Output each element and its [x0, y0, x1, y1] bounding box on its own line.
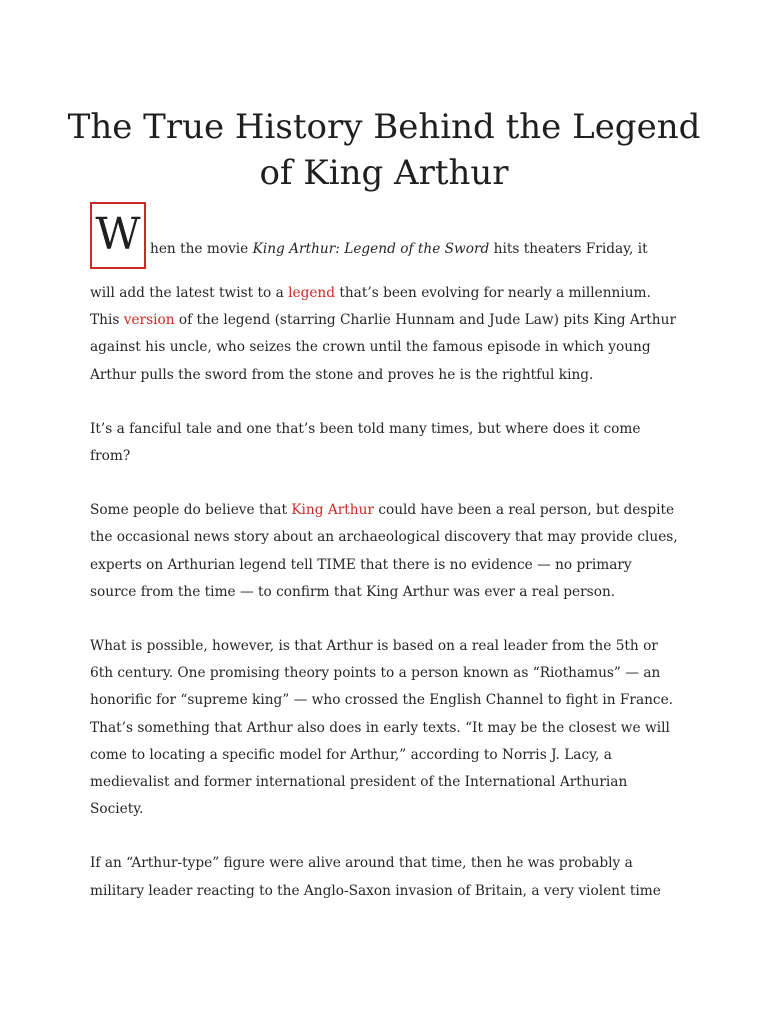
paragraph-3-lead: Some people do believe that [90, 502, 292, 519]
paragraph-1-lead: hen the movie [150, 241, 253, 257]
paragraph-1 [90, 280, 680, 389]
movie-title: King Arthur: Legend of the Sword [252, 241, 490, 257]
version-link[interactable]: version [123, 312, 175, 329]
paragraph-2: It’s a fanciful tale and one that’s been told many times, but where does it come from? [90, 420, 641, 465]
article-body [90, 200, 680, 932]
paragraph-1-first-line [150, 236, 648, 263]
paragraph-1-line2-start: will add the latest twist to a [90, 285, 289, 301]
paragraph-1-after-title: hits theaters Friday, it [489, 241, 648, 257]
legend-link[interactable]: legend [288, 285, 336, 301]
paragraph-1-rest: of the legend (starring Charlie Hunnam and Jude Law) pits King Arthur against his uncle, who seizes the crown until the famous episode in which young Arthur pulls the sword from the stone and proves he is the rightful king. [90, 312, 676, 383]
paragraph-3-rest: could have been a real person, but despite the occasional news story about an archaeological discovery that may provide clues, experts on Arthurian legend tell TIME that there is no evidence — no primary source from the time — to confirm that King Arthur was ever a real person. [90, 502, 678, 600]
king-arthur-link[interactable]: King Arthur [291, 502, 374, 519]
article-title: The True History Behind the Legend of King Arthur [67, 107, 701, 193]
paragraph-3 [90, 497, 680, 606]
drop-cap-line [90, 200, 680, 272]
paragraph-5: If an “Arthur-type” figure were alive around that time, then he was probably a military leader reacting to the Anglo-Saxon invasion of Britain, a very violent time [90, 855, 661, 899]
paragraph-4: What is possible, however, is that Arthur is based on a real leader from the 5th or 6th century. One promising theory points to a person known as “Riothamus” — an honorific for “supreme king” — who crossed the English Channel to fight in France. That’s something that Arthur also does in early texts. “It may be the closest we will come to locating a specific model for Arthur,” according to Norris J. Lacy, a medievalist and former international president of the International Arthurian Society. [90, 638, 674, 818]
paragraph-1-after-legend: that’s been evolving for nearly a millennium. This [90, 285, 651, 329]
drop-cap: W [90, 202, 146, 269]
